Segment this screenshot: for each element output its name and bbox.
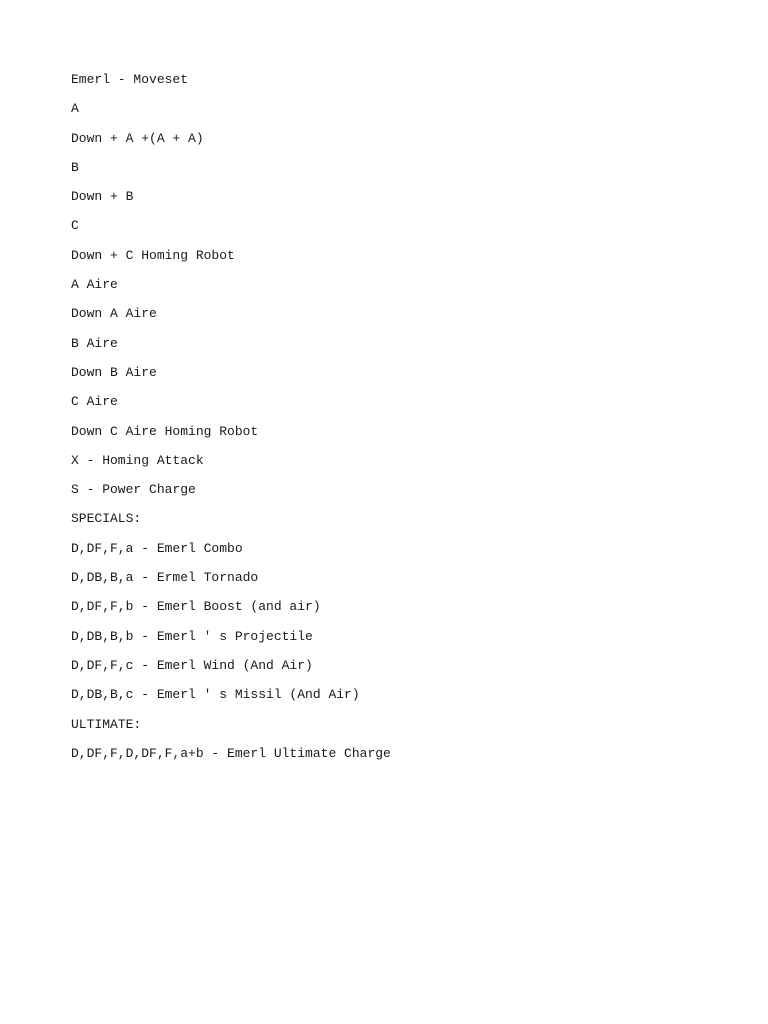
- text-line: C Aire: [71, 394, 118, 410]
- text-line: A: [71, 101, 79, 117]
- text-line: D,DB,B,a - Ermel Tornado: [71, 570, 259, 586]
- text-line: Down + B: [71, 189, 134, 205]
- text-line: Down B Aire: [71, 364, 157, 380]
- text-line: A Aire: [71, 277, 118, 293]
- text-line: D,DF,F,D,DF,F,a+b - Emerl Ultimate Charge: [71, 745, 391, 761]
- text-line: Down + A +(A + A): [71, 130, 204, 146]
- document-body: [71, 70, 731, 773]
- text-line: Down + C Homing Robot: [71, 247, 235, 263]
- text-line: D,DF,F,c - Emerl Wind (And Air): [71, 657, 313, 673]
- text-line: X - Homing Attack: [71, 452, 204, 468]
- text-line: D,DB,B,c - Emerl ' s Missil (And Air): [71, 687, 360, 703]
- text-line: D,DF,F,a - Emerl Combo: [71, 540, 243, 556]
- text-line: Down C Aire Homing Robot: [71, 423, 259, 439]
- document-title: Emerl - Moveset: [71, 72, 189, 87]
- text-line: B Aire: [71, 335, 118, 351]
- text-line: D,DB,B,b - Emerl ' s Projectile: [71, 628, 313, 644]
- section-heading-ultimate: ULTIMATE:: [71, 716, 142, 732]
- text-line: C: [71, 218, 79, 234]
- section-heading-specials: SPECIALS:: [71, 511, 142, 527]
- text-line: B: [71, 159, 79, 175]
- text-line: S - Power Charge: [71, 482, 196, 498]
- text-line: D,DF,F,b - Emerl Boost (and air): [71, 599, 321, 615]
- text-line: Down A Aire: [71, 306, 157, 322]
